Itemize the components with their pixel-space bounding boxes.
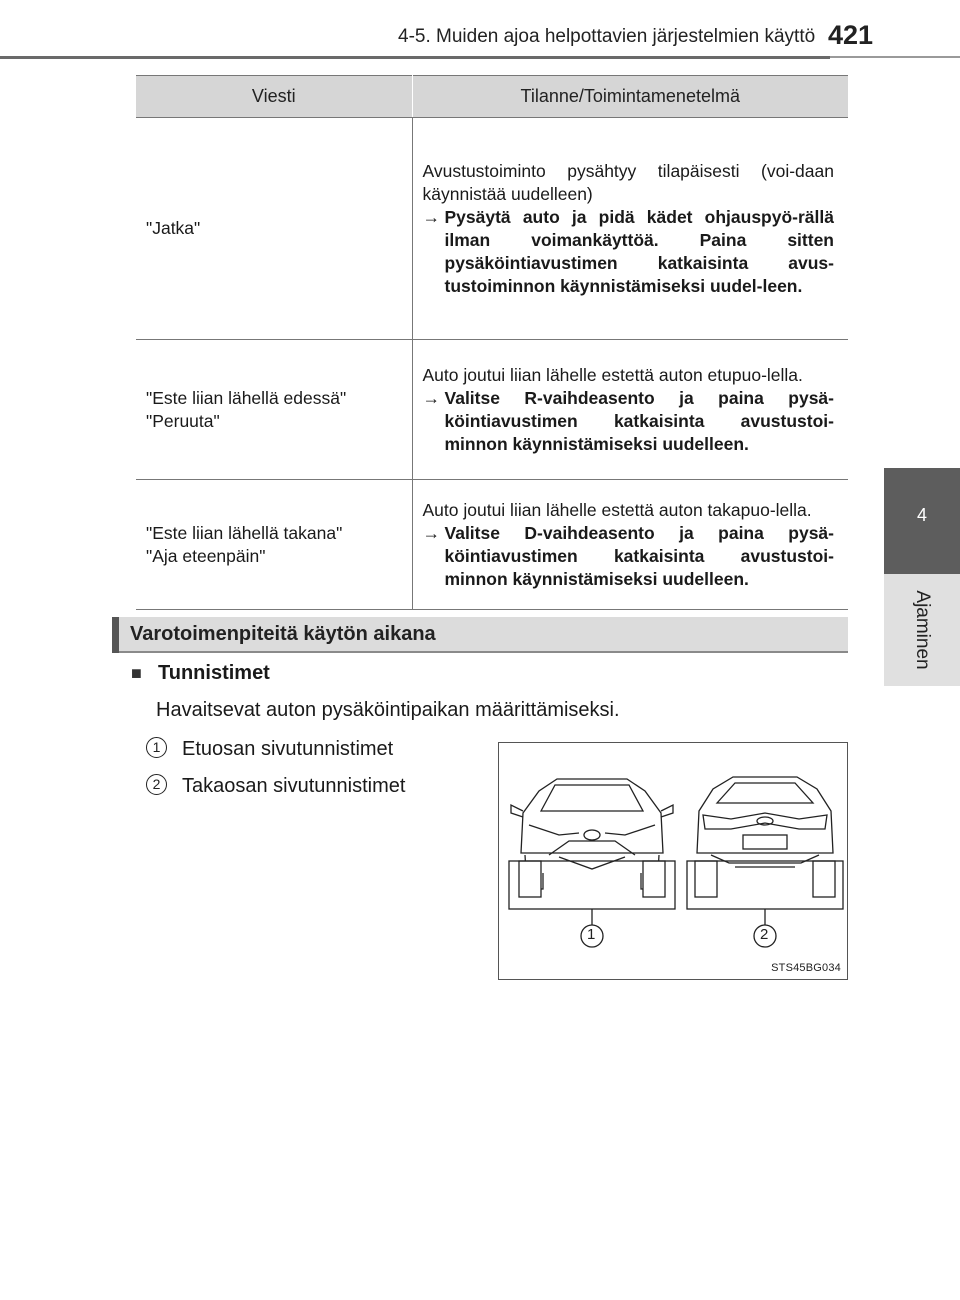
banner-accent-bar: [112, 617, 119, 653]
table-header-row: [136, 76, 848, 118]
action-item: [423, 206, 835, 298]
item-number-badge: 2: [146, 774, 167, 795]
action-text: Pysäytä auto ja pidä kädet ohjauspyö-rällä ilman voimankäyttöä. Paina sitten pysäköintiavustimen katkaisinta avus-tustoiminnon käynnistämiseksi uudel-leen.: [444, 206, 834, 296]
subheading: Tunnistimet: [158, 662, 270, 684]
section-banner: [112, 617, 848, 653]
message-line: "Aja eteenpäin": [146, 545, 266, 566]
callout-number: 1: [587, 926, 596, 943]
message-line: "Este liian lähellä edessä": [146, 387, 347, 408]
table-row: [136, 480, 848, 610]
chapter-number: 4: [916, 505, 927, 525]
square-bullet-icon: ■: [131, 663, 142, 683]
column-header-message: Viesti: [136, 76, 412, 118]
illustration-code: STS45BG034: [771, 962, 841, 974]
message-table: [136, 75, 848, 610]
list-item: Etuosan sivutunnistimet: [182, 738, 394, 760]
message-line: "Jatka": [146, 218, 201, 238]
message-cell: [136, 480, 412, 610]
situation-text: Auto joutui liian lähelle estettä auton etupuo-lella.: [422, 364, 803, 385]
action-text: Valitse D-vaihdeasento ja paina pysä-köintiavustimen katkaisinta avustustoi-minnon käynnistämiseksi uudelleen.: [444, 522, 834, 589]
item-number-badge: 1: [146, 737, 167, 758]
header-divider-accent: [0, 56, 830, 59]
situation-cell: [412, 480, 848, 610]
situation-cell: [412, 340, 848, 480]
chapter-name: Ajaminen: [912, 590, 933, 670]
message-cell: [136, 340, 412, 480]
front-car-body: [521, 779, 663, 853]
situation-cell: [412, 118, 848, 340]
list-item: Takaosan sivutunnistimet: [182, 775, 406, 797]
callout-number: 2: [760, 926, 769, 943]
table-row: [136, 118, 848, 340]
description: Havaitsevat auton pysäköintipaikan määrittämiseksi.: [156, 699, 620, 721]
message-cell: [136, 118, 412, 340]
action-item: [423, 522, 835, 591]
section-title: 4-5. Muiden ajoa helpottavien järjestelmien käyttö: [398, 26, 816, 47]
front-windshield: [541, 785, 643, 811]
table-row: [136, 340, 848, 480]
action-item: [423, 387, 835, 456]
section-heading: Varotoimenpiteitä käytön aikana: [130, 623, 436, 645]
arrow-icon: →: [422, 387, 440, 408]
arrow-icon: →: [422, 522, 440, 543]
situation-text: Avustustoiminto pysähtyy tilapäisesti (voi-daan käynnistää uudelleen): [422, 160, 834, 204]
message-line: "Peruuta": [146, 410, 220, 431]
message-line: "Este liian lähellä takana": [146, 522, 343, 543]
situation-text: Auto joutui liian lähelle estettä auton takapuo-lella.: [422, 499, 812, 520]
arrow-icon: →: [422, 206, 440, 227]
car-front-rear-sensors-icon: [499, 743, 849, 981]
page-number: 421: [828, 20, 874, 50]
action-text: Valitse R-vaihdeasento ja paina pysä-köintiavustimen katkaisinta avustustoi-minnon käynnistämiseksi uudelleen.: [444, 387, 834, 454]
rear-car-body: [697, 777, 833, 853]
column-header-situation: Tilanne/Toimintamenetelmä: [412, 76, 848, 118]
sensor-illustration: [498, 742, 848, 980]
